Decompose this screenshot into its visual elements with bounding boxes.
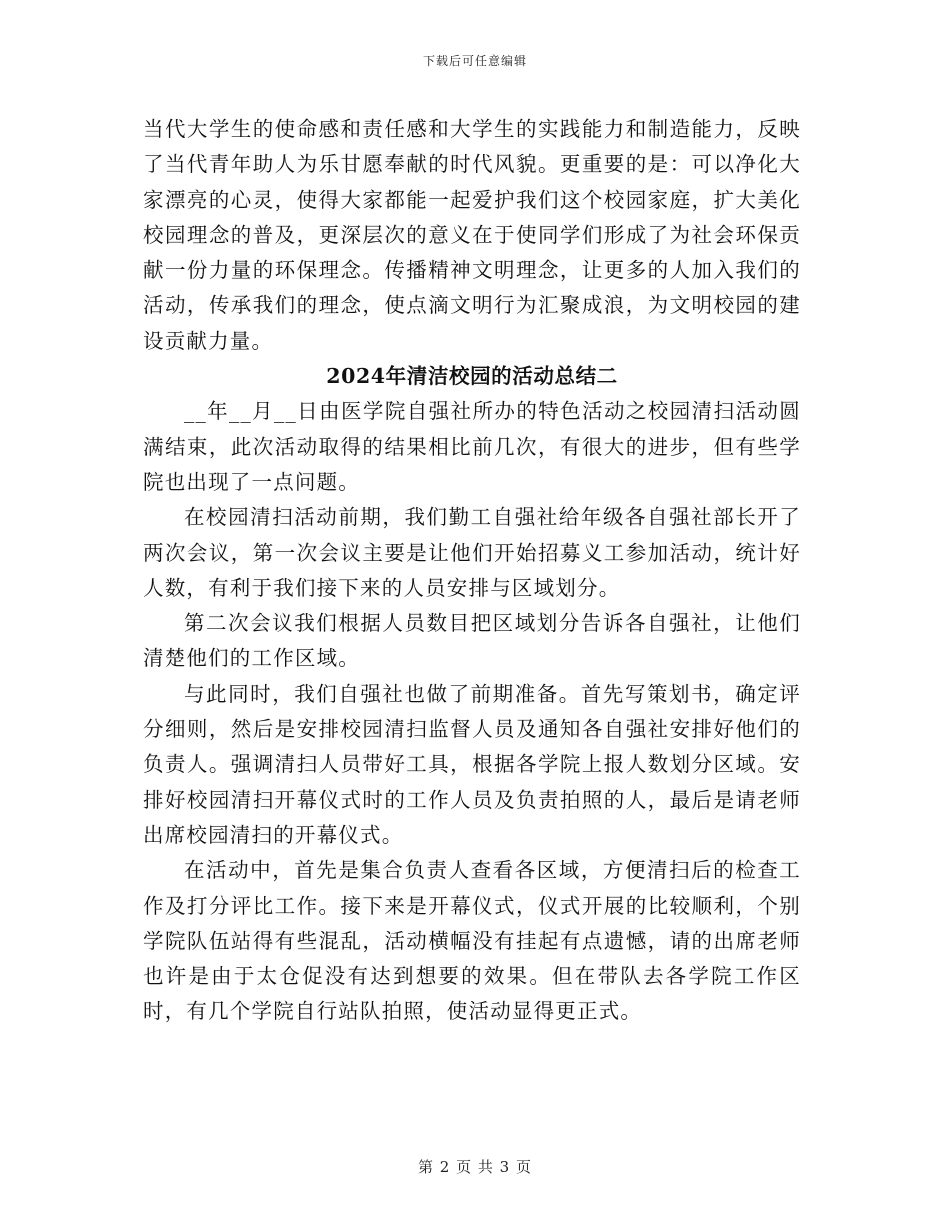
continuation-paragraph: 当代大学生的使命感和责任感和大学生的实践能力和制造能力，反映了当代青年助人为乐甘愿奉献的时代风貌。更重要的是：可以净化大家漂亮的心灵，使得大家都能一起爱护我们这个校园家庭，扩大美化校园理念的普及，更深层次的意义在于使同学们形成了为社会环保贡献一份力量的环保理念。传播精神文明理念，让更多的人加入我们的活动，传承我们的理念，使点滴文明行为汇聚成浪，为文明校园的建设贡献力量。	[143, 117, 801, 353]
paragraph-2: 在校园清扫活动前期，我们勤工自强社给年级各自强社部长开了两次会议，第一次会议主要是让他们开始招募义工参加活动，统计好人数，有利于我们接下来的人员安排与区域划分。	[143, 505, 801, 600]
paragraph-4: 与此同时，我们自强社也做了前期准备。首先写策划书，确定评分细则，然后是安排校园清扫监督人员及通知各自强社安排好他们的负责人。强调清扫人员带好工具，根据各学院上报人数划分区域。安排好校园清扫开幕仪式时的工作人员及负责拍照的人，最后是请老师出席校园清扫的开幕仪式。	[143, 681, 801, 847]
page-footer: 第 2 页 共 3 页	[418, 1158, 532, 1176]
paragraph-3: 第二次会议我们根据人员数目把区域划分告诉各自强社，让他们清楚他们的工作区域。	[143, 611, 801, 671]
paragraph-1: __年__月__日由医学院自强社所办的特色活动之校园清扫活动圆满结束，此次活动取得的结果相比前几次，有很大的进步，但有些学院也出现了一点问题。	[143, 399, 801, 494]
page-header: 下载后可任意编辑	[422, 54, 527, 68]
paragraph-5: 在活动中，首先是集合负责人查看各区域，方便清扫后的检查工作及打分评比工作。接下来是开幕仪式，仪式开展的比较顺利，个别学院队伍站得有些混乱，活动横幅没有挂起有点遗憾，请的出席老师也许是由于太仓促没有达到想要的效果。但在带队去各学院工作区时，有几个学院自行站队拍照，使活动显得更正式。	[143, 858, 801, 1024]
document-body	[143, 112, 801, 1030]
section-heading: 2024年清洁校园的活动总结二	[326, 364, 618, 389]
